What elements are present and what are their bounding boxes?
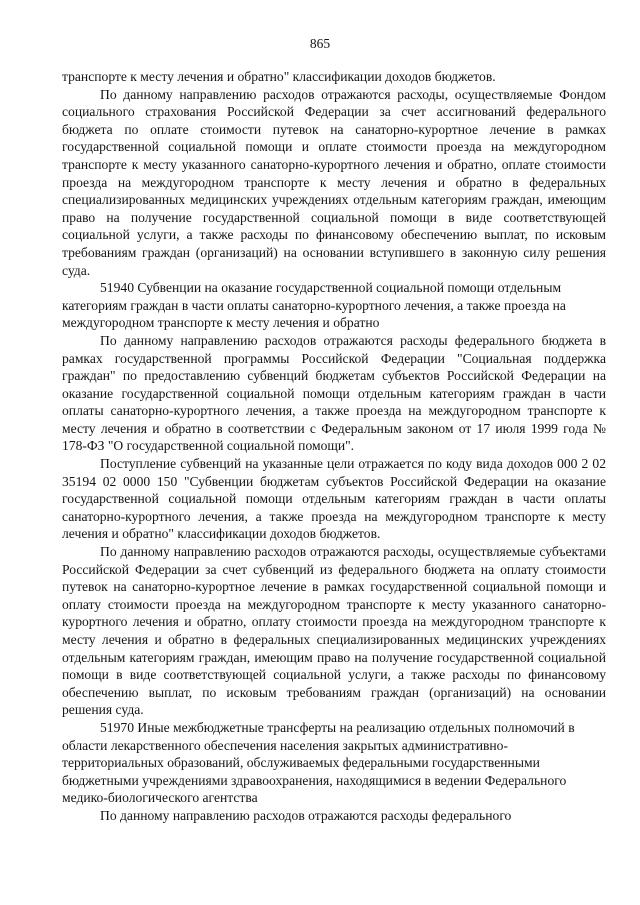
paragraph-expenses-federal: По данному направлению расходов отражаются расходы федерального бюджета в рамках государственной программы Российской Федерации "Социальная поддержка граждан" по предоставлению субвенций бюджетам субъектов Российской Федерации на оказание государственной социальной помощи отдельным категориям граждан в части оплаты санаторно-курортного лечения, а также проезда на междугородном транспорте к месту лечения и обратно в соответствии с Федеральным законом от 17 июля 1999 года № 178-ФЗ "О государственной социальной помощи".: [62, 332, 606, 454]
section-heading-51940: 51940 Субвенции на оказание государственной социальной помощи отдельным категориям граждан в части оплаты санаторно-курортного лечения, а также проезда на междугородном транспорте к месту лечения и обратно: [62, 280, 566, 331]
section-heading-51970: 51970 Иные межбюджетные трансферты на реализацию отдельных полномочий в области лекарственного обеспечения населения закрытых административно-территориальных образований, обслуживаемых федеральными государственными бюджетными учреждениями здравоохранения, находящимися в ведении Федерального медико-биологического агентства: [62, 719, 575, 806]
paragraph-expenses-fss: По данному направлению расходов отражаются расходы, осуществляемые Фондом социального страхования Российской Федерации за счет ассигнований федерального бюджета по оплате стоимости путевок на санаторно-курортное лечение в рамках государственной социальной помощи и оплате стоимости проезда на междугородном транспорте к месту указанного санаторно-курортного лечения и обратно, оплате стоимости проезда на междугородном транспорте к месту лечения и обратно в федеральных специализированных медицинских учреждениях отдельным категориям граждан, имеющим право на получение государственной социальной помощи в виде соответствующей социальной услуги, а также расходы по финансовому обеспечению выплат, по исковым требованиям граждан (организаций) на основании вступившего в законную силу решения суда.: [62, 86, 606, 278]
paragraph-expenses-final: По данному направлению расходов отражаются расходы федерального: [100, 807, 512, 823]
paragraph-expenses-subjects: По данному направлению расходов отражаются расходы, осуществляемые субъектами Российской Федерации за счет субвенций из федерального бюджета на оплату стоимости путевок на санаторно-курортное лечение в рамках государственной социальной помощи и оплату стоимости проезда на междугородном транспорте к месту указанного санаторно-курортного лечения и обратно, оплату стоимости проезда на междугородном транспорте к месту лечения и обратно в федеральных специализированных медицинских учреждениях отдельным категориям граждан, имеющим право на получение государственной социальной помощи в виде соответствующей социальной услуги, а также расходы по финансовому обеспечению выплат, по исковым требованиям граждан (организаций) на основании решения суда.: [62, 544, 606, 718]
document-body: [62, 68, 606, 825]
paragraph-receipt-subventions: Поступление субвенций на указанные цели отражается по коду вида доходов 000 2 02 35194 02 0000 150 "Субвенции бюджетам субъектов Российской Федерации на оказание государственной социальной помощи отдельным категориям граждан в части оплаты санаторно-курортного лечения, а также проезда на междугородном транспорте к месту лечения и обратно" классификации доходов бюджетов.: [62, 456, 606, 542]
page-number: 865: [309, 36, 331, 51]
paragraph-continuation: транспорте к месту лечения и обратно" классификации доходов бюджетов.: [62, 69, 496, 84]
